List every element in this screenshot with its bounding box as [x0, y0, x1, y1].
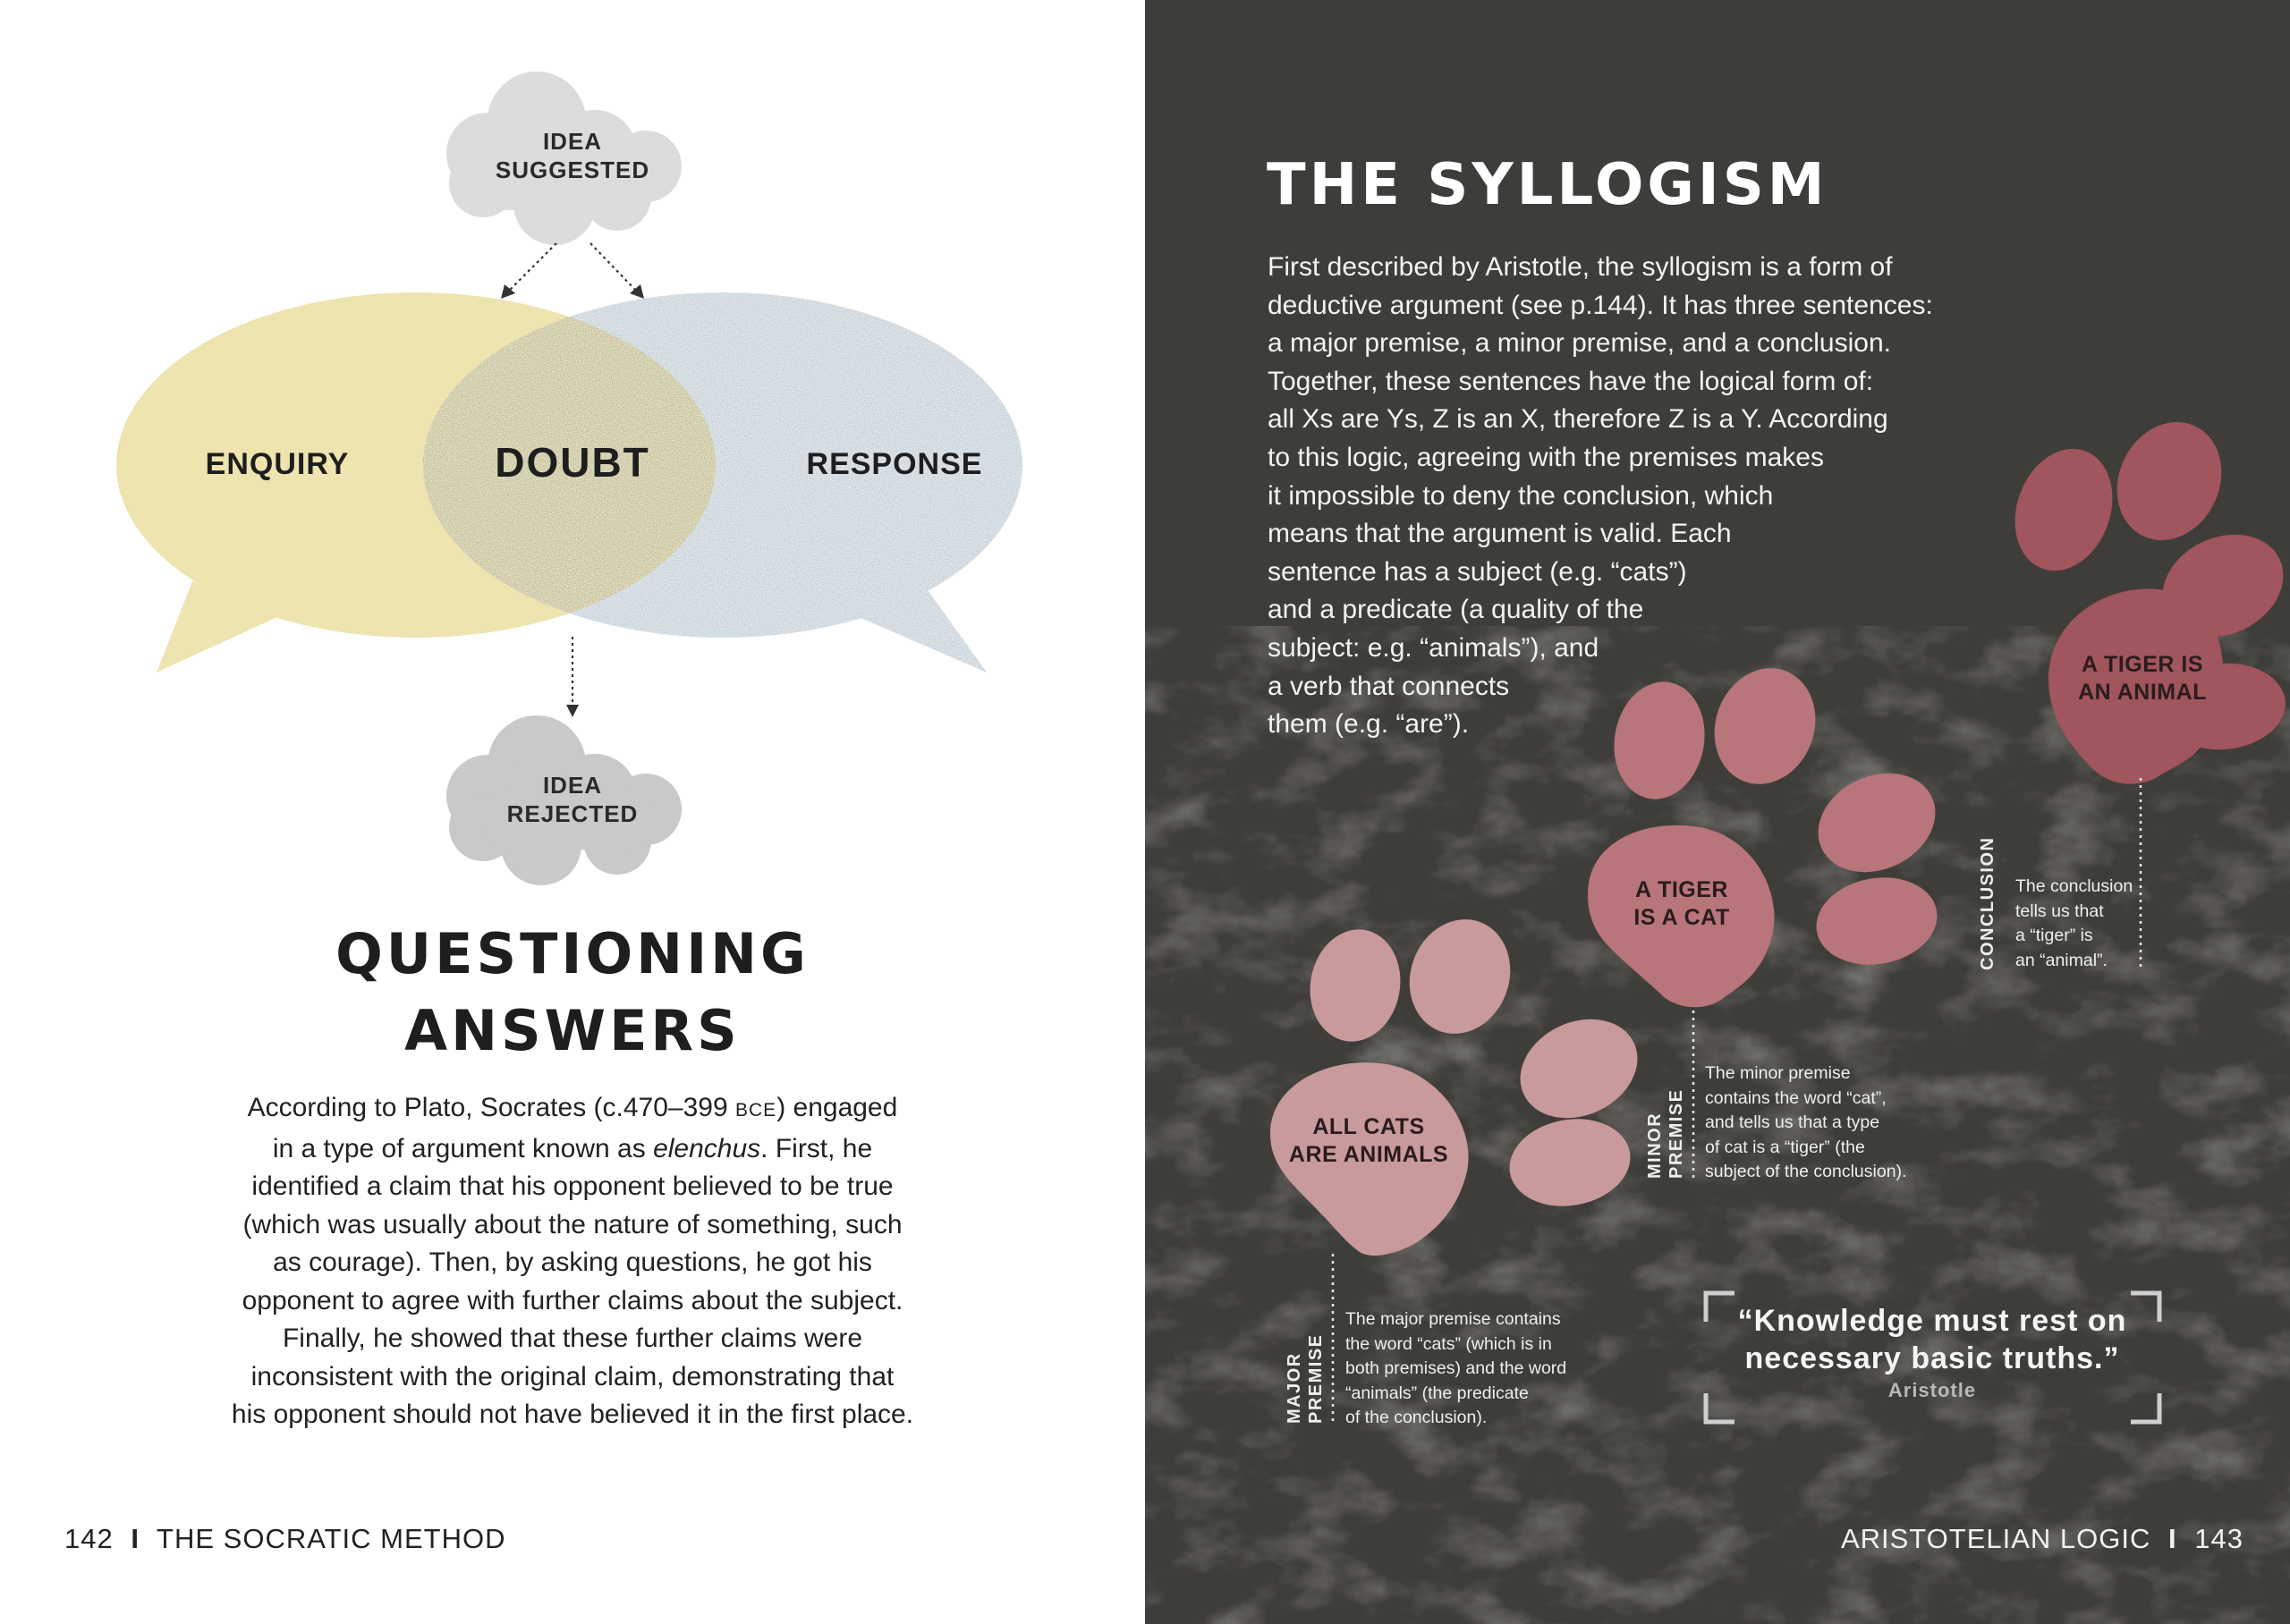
- doubt-label: DOUBT: [495, 439, 650, 486]
- folio-separator: I: [2168, 1523, 2177, 1554]
- idea-suggested-label: [474, 127, 671, 184]
- paw-label-line: IS A CAT: [1633, 905, 1730, 930]
- body-line: sentence has a subject (e.g. “cats”): [1268, 556, 1687, 587]
- body-line: identified a claim that his opponent believed to be true: [251, 1171, 894, 1201]
- page-title: [215, 916, 930, 1070]
- tag-line: MAJOR: [1285, 1352, 1304, 1424]
- section-name: ARISTOTELIAN LOGIC: [1840, 1523, 2151, 1554]
- tag-line: PREMISE: [1306, 1333, 1326, 1424]
- arrow-to-response: [590, 243, 637, 292]
- body-line: as courage). Then, by asking questions, he got his: [273, 1248, 872, 1277]
- note-line: subject of the conclusion).: [1705, 1162, 1907, 1181]
- note-line: “animals” (the predicate: [1345, 1383, 1529, 1403]
- paw-label-line: A TIGER: [1635, 877, 1728, 902]
- right-page: [1145, 0, 2290, 1624]
- page-number: 143: [2194, 1523, 2243, 1554]
- major-premise-note: [1345, 1307, 1566, 1431]
- cloud-top-line-1: IDEA: [542, 128, 603, 155]
- body-line: subject: e.g. “animals”), and: [1268, 632, 1599, 663]
- arrowhead-icon: [630, 284, 644, 299]
- body-text: [143, 1089, 1002, 1434]
- paw-label-line: ARE ANIMALS: [1288, 1142, 1449, 1167]
- arrow-to-enquiry: [508, 243, 556, 292]
- minor-premise-tag: [1644, 1088, 1687, 1179]
- body-line: to this logic, agreeing with the premises makes: [1268, 442, 1824, 472]
- body-line: (which was usually about the nature of something, such: [242, 1209, 903, 1239]
- page-number: 142: [64, 1523, 114, 1554]
- note-line: The minor premise: [1705, 1063, 1851, 1083]
- quote-line: necessary basic truths.”: [1744, 1341, 2120, 1375]
- syllogism-body: [1268, 249, 1933, 744]
- title-line-1: QUESTIONING: [335, 921, 810, 986]
- body-line: in a type of argument known as elenchus. First, he: [272, 1133, 873, 1163]
- paw-label-line: AN ANIMAL: [2078, 680, 2207, 705]
- arrowhead-icon: [501, 284, 515, 299]
- response-label: RESPONSE: [806, 447, 983, 481]
- quote-line: “Knowledge must rest on: [1737, 1304, 2127, 1338]
- body-line: a verb that connects: [1268, 671, 1510, 701]
- body-line: According to Plato, Socrates (c.470–399 BCE) engaged: [247, 1093, 898, 1122]
- body-line: means that the argument is valid. Each: [1268, 519, 1732, 549]
- body-line: First described by Aristotle, the syllogism is a form of: [1268, 252, 1893, 282]
- note-line: The major premise contains: [1345, 1309, 1561, 1329]
- aristotle-quote: [1718, 1302, 2147, 1402]
- note-line: an “animal”.: [2015, 950, 2108, 970]
- right-folio: [1841, 1523, 2243, 1555]
- body-line: and a predicate (a quality of the: [1268, 595, 1644, 625]
- body-line: them (e.g. “are”).: [1268, 709, 1470, 740]
- cloud-top-line-2: SUGGESTED: [495, 156, 650, 183]
- note-line: tells us that: [2015, 901, 2104, 921]
- conclusion-note: [2015, 875, 2133, 973]
- body-line: it impossible to deny the conclusion, which: [1268, 480, 1774, 511]
- paw-label-line: ALL CATS: [1312, 1114, 1425, 1139]
- elenchus-term: elenchus: [653, 1133, 761, 1163]
- title-line-2: ANSWERS: [404, 998, 741, 1063]
- section-name: THE SOCRATIC METHOD: [157, 1523, 506, 1554]
- quote-text: [1718, 1302, 2147, 1377]
- body-line: his opponent should not have believed it in the first place.: [231, 1400, 914, 1429]
- tag-line: MINOR: [1645, 1112, 1665, 1179]
- body-line: inconsistent with the original claim, demonstrating that: [250, 1361, 895, 1391]
- note-line: a “tiger” is: [2015, 926, 2093, 945]
- arrowhead-icon: [566, 705, 579, 717]
- body-line: deductive argument (see p.144). It has three sentences:: [1268, 290, 1933, 320]
- major-premise-tag: [1284, 1333, 1327, 1424]
- paw-label-line: A TIGER IS: [2081, 652, 2204, 677]
- tag-line: PREMISE: [1667, 1088, 1686, 1179]
- note-line: of the conclusion).: [1345, 1408, 1488, 1427]
- era-smallcaps: BCE: [735, 1100, 777, 1121]
- conclusion-paw-label: [2040, 651, 2245, 706]
- enquiry-label: ENQUIRY: [205, 447, 350, 481]
- note-line: both premises) and the word: [1345, 1358, 1567, 1378]
- minor-premise-note: [1705, 1062, 1906, 1185]
- note-line: the word “cats” (which is in: [1345, 1333, 1552, 1354]
- note-line: and tells us that a type: [1705, 1112, 1880, 1132]
- note-line: contains the word “cat”,: [1705, 1087, 1887, 1108]
- body-line: a major premise, a minor premise, and a conclusion.: [1268, 328, 1891, 359]
- quote-attribution: Aristotle: [1887, 1379, 1977, 1401]
- body-line: Finally, he showed that these further claims were: [282, 1324, 863, 1353]
- idea-rejected-label: [474, 771, 671, 828]
- cloud-bottom-line-2: REJECTED: [506, 800, 639, 827]
- minor-premise-paw-label: [1583, 876, 1780, 932]
- syllogism-title: THE SYLLOGISM: [1267, 152, 1828, 218]
- cloud-bottom-line-1: IDEA: [542, 772, 603, 799]
- folio-separator: I: [131, 1523, 140, 1554]
- major-premise-paw-label: [1261, 1113, 1476, 1169]
- conclusion-tag: CONCLUSION: [1978, 836, 1997, 970]
- body-line: Together, these sentences have the logical form of:: [1268, 366, 1874, 396]
- note-line: of cat is a “tiger” (the: [1705, 1137, 1865, 1157]
- left-folio: [64, 1523, 505, 1555]
- body-line: opponent to agree with further claims about the subject.: [242, 1285, 903, 1315]
- note-line: The conclusion: [2015, 876, 2133, 896]
- body-line: all Xs are Ys, Z is an X, therefore Z is a Y. According: [1268, 404, 1888, 435]
